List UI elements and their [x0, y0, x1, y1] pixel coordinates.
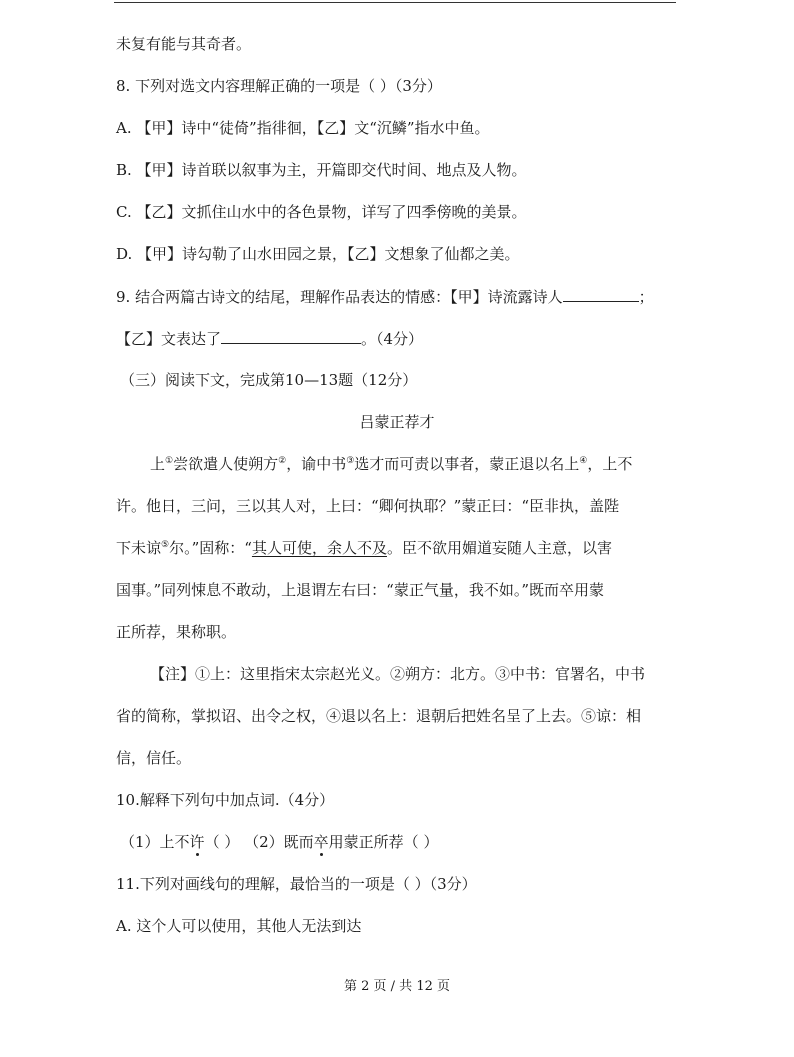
text: 下未谅 [116, 539, 162, 557]
option-c: C. 【乙】文抓住山水中的各色景物，详写了四季傍晚的美景。 [116, 203, 527, 221]
question-10: 10.解释下列句中加点词.（4分） [116, 791, 335, 809]
text: 用蒙正所荐（ ） [328, 833, 439, 851]
note-marker: ② [278, 456, 287, 466]
passage-line [150, 454, 632, 474]
passage-line: 许。他日，三问，三以其人对，上曰：“卿何执耶？”蒙正曰：“臣非执，盖陛 [116, 497, 620, 515]
underlined-sentence: 其人可使，余人不及 [251, 539, 387, 557]
notes-line: 【注】①上：这里指宋太宗赵光义。②朔方：北方。③中书：官署名，中书 [150, 665, 646, 683]
page-footer: 第 2 页 / 共 12 页 [344, 979, 450, 994]
question-8: 8. 下列对选文内容理解正确的一项是（ ）（3分） [116, 77, 442, 95]
question-11: 11.下列对画线句的理解，最恰当的一项是（ ）（3分） [116, 875, 477, 893]
question-9b-end: 。（4分） [361, 330, 424, 348]
passage-line: 正所荐，果称职。 [116, 623, 237, 641]
text: （ ） （2）既而 [204, 833, 314, 851]
text: 选才而可责以事者，蒙正退以名上 [354, 455, 580, 473]
answer-blank[interactable] [563, 286, 639, 302]
answer-blank[interactable] [221, 328, 361, 344]
note-marker: ① [165, 456, 174, 466]
text: 尔。”固称：“ [169, 539, 252, 557]
top-rule [114, 2, 676, 3]
text: ，上不 [587, 455, 633, 473]
text: 。臣不欲用媚道妄随人主意，以害 [386, 539, 612, 557]
question-9b-text: 【乙】文表达了 [116, 330, 222, 348]
dotted-word: 许 [189, 833, 205, 851]
passage-line: 国事。”同列悚息不敢动，上退谓左右曰：“蒙正气量，我不如。”既而卒用蒙 [116, 581, 605, 599]
question-9-punct: ； [638, 288, 654, 306]
note-marker: ④ [579, 456, 588, 466]
note-marker: ③ [346, 456, 355, 466]
option-a: A. 这个人可以使用，其他人无法到达 [116, 917, 362, 935]
option-b: B. 【甲】诗首联以叙事为主，开篇即交代时间、地点及人物。 [116, 161, 527, 179]
text: （1）上不 [120, 833, 190, 851]
option-a: A. 【甲】诗中“徒倚”指徘徊，【乙】文“沉鳞”指水中鱼。 [116, 119, 490, 137]
question-9-text: 9. 结合两篇古诗文的结尾，理解作品表达的情感：【甲】诗流露诗人 [116, 288, 563, 306]
question-10-items [120, 832, 438, 852]
text: ，谕中书 [286, 455, 347, 473]
notes-line: 省的简称，掌拟诏、出令之权，④退以名上：退朝后把姓名呈了上去。⑤谅：相 [116, 707, 642, 725]
option-d: D. 【甲】诗勾勒了山水田园之景，【乙】文想象了仙都之美。 [116, 245, 520, 263]
notes-line: 信，信任。 [116, 749, 192, 767]
question-9-cont [116, 328, 423, 349]
dotted-word: 卒 [313, 833, 329, 851]
passage-title: 吕蒙正荐才 [359, 413, 435, 431]
note-marker: ⑤ [161, 540, 170, 550]
passage-line [116, 538, 612, 558]
section-heading: （三）阅读下文，完成第10—13题（12分） [120, 371, 418, 389]
text: 尝欲遣人使朔方 [173, 455, 279, 473]
text-line: 未复有能与其奇者。 [116, 35, 252, 53]
question-9 [116, 286, 654, 307]
text: 上 [150, 455, 166, 473]
